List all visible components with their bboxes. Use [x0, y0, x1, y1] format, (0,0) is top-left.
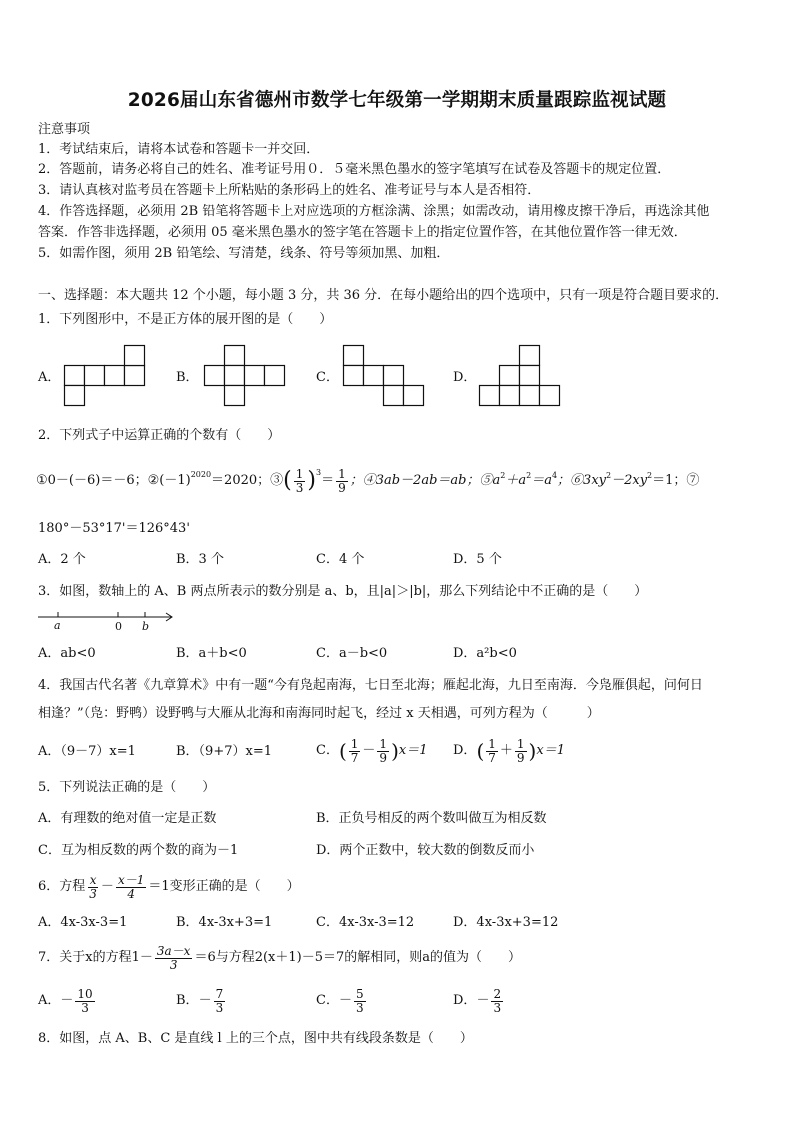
- q2-option-d: D．5 个: [453, 552, 502, 567]
- q5-option-b: B．正负号相反的两个数叫做互为相反数: [316, 811, 547, 826]
- exponent: 2: [606, 471, 612, 480]
- equation-tail: x＝1: [398, 743, 428, 758]
- question-5-stem: 5．下列说法正确的是（ ）: [38, 780, 216, 795]
- q5-option-d: D．两个正数中，较大数的倒数反而小: [316, 843, 535, 858]
- numerator: 1: [295, 466, 304, 481]
- q7-option-b: [176, 984, 227, 1018]
- exponent: 2: [526, 471, 532, 480]
- question-2-stem: 2．下列式子中运算正确的个数有（ ）: [38, 428, 281, 443]
- question-4-stem-line-2: 相逢？”（凫：野鸭）设野鸭与大雁从北海和南海同时起飞，经过 x 天相遇，可列方程为（ ）: [38, 706, 600, 721]
- numerator: 1: [338, 466, 346, 481]
- denominator: 3: [295, 480, 304, 495]
- equals-sign: ＝: [321, 473, 335, 488]
- numerator: 1: [350, 736, 359, 751]
- net-figure-c: [343, 344, 429, 410]
- fraction: [491, 988, 503, 1015]
- q3-option-d: D．a²b<0: [453, 646, 517, 661]
- q3-option-a: A．ab<0: [38, 646, 96, 661]
- fraction: [486, 738, 498, 765]
- q7-option-d: [453, 984, 505, 1018]
- denominator: 3: [81, 1000, 89, 1015]
- option-label: B．: [176, 993, 199, 1008]
- page-title: 2026届山东省德州市数学七年级第一学期期末质量跟踪监视试题: [127, 90, 667, 111]
- q2-expr-4: ；④3ab－2ab＝ab；⑤a: [349, 473, 501, 488]
- numerator: 3a－x: [156, 943, 191, 958]
- q2-exponent: 2020: [190, 470, 212, 479]
- stem-text: 7．关于x的方程1－: [38, 950, 153, 965]
- exponent: 2: [647, 471, 653, 480]
- q6-option-a: A．4x-3x-3=1: [38, 915, 128, 930]
- q2-option-a: A．2 个: [38, 552, 86, 567]
- denominator: 7: [488, 750, 496, 765]
- denominator: 9: [516, 750, 525, 765]
- q2-exponent: 3: [315, 468, 322, 477]
- equation-tail: x＝1: [536, 743, 565, 758]
- denominator: 3: [215, 1000, 224, 1015]
- question-1-stem: 1．下列图形中，不是正方体的展开图的是（ ）: [38, 312, 333, 327]
- q7-option-c: [316, 984, 368, 1018]
- q2-expr-part: ＝1；⑦: [652, 473, 700, 488]
- q3-option-c: C．a－b<0: [316, 646, 388, 661]
- q7-option-a: [38, 984, 97, 1018]
- notice-item: 5．如需作图，须用 2B 铅笔绘、写清楚，线条、符号等须加黑、加粗．: [38, 246, 450, 261]
- option-label: A．: [38, 993, 61, 1008]
- fraction: [515, 738, 527, 765]
- fraction: [116, 874, 146, 901]
- net-figure-a: [64, 344, 150, 410]
- fraction: [349, 738, 361, 765]
- denominator: 4: [127, 886, 135, 901]
- question-8-stem: 8．如图，点 A、B、C 是直线 l 上的三个点，图中共有线段条数是（ ）: [38, 1031, 473, 1046]
- q2-expr-part: ＋a: [505, 473, 527, 488]
- q2-expression-line-2: 180°－53°17'＝126°43': [38, 521, 190, 536]
- option-label: D．: [453, 743, 477, 758]
- numerator: x－1: [117, 872, 145, 887]
- net-figure-d: [479, 344, 565, 410]
- sign: －: [60, 993, 74, 1008]
- notice-item: 4．作答选择题，必须用 2B 铅笔将答题卡上对应选项的方框涂满、涂黑；如需改动，请用橡皮擦干净后，再选涂其他: [38, 204, 710, 219]
- option-label: C．: [316, 993, 339, 1008]
- numerator: 7: [215, 986, 224, 1001]
- notice-item: 答案．作答非选择题，必须用 05 毫米黑色墨水的签字笔在答题卡上的指定位置作答，在其他位置作答一律无效．: [38, 225, 687, 240]
- numerator: 1: [516, 736, 525, 751]
- q6-option-b: B．4x-3x+3=1: [176, 915, 273, 930]
- q4-option-a: A．（9－7）x=1: [38, 744, 136, 759]
- q4-option-d: [453, 736, 565, 766]
- q2-fraction: [294, 468, 306, 495]
- q3-option-b: B．a＋b<0: [176, 646, 247, 661]
- notice-item: 1．考试结束后，请将本试卷和答题卡一并交回．: [38, 142, 320, 157]
- q4-option-c: [316, 736, 427, 766]
- notice-item: 2．答题前，请务必将自己的姓名、准考证号用０．５毫米黑色墨水的签字笔填写在试卷及答题卡的规定位置．: [38, 162, 671, 177]
- q6-option-c: C．4x-3x-3=12: [316, 915, 415, 930]
- stem-text: ＝1变形正确的是（ ）: [148, 879, 300, 894]
- sign: ＋: [499, 743, 513, 758]
- sign: －: [476, 993, 490, 1008]
- axis-label-b: b: [142, 620, 150, 633]
- fraction: [155, 945, 193, 972]
- exponent: 4: [551, 471, 558, 480]
- sign: －: [198, 993, 212, 1008]
- q4-option-b: B．（9+7）x=1: [176, 744, 272, 759]
- sign: －: [362, 743, 376, 758]
- fraction: [75, 988, 94, 1015]
- q2-option-b: B．3 个: [176, 552, 224, 567]
- option-label: D．: [453, 993, 477, 1008]
- open-paren: (: [338, 739, 347, 763]
- open-paren: (: [476, 739, 485, 763]
- denominator: 3: [89, 886, 97, 901]
- numerator: 1: [379, 736, 388, 751]
- denominator: 3: [493, 1000, 502, 1015]
- stem-text: ＝6与方程2(x＋1)－5＝7的解相同，则a的值为（ ）: [194, 950, 522, 965]
- stem-text: 6．方程: [38, 879, 86, 894]
- fraction: [87, 874, 99, 901]
- sign: －: [100, 879, 114, 894]
- numerator: 5: [355, 986, 364, 1001]
- q2-expr-part: －2xy: [611, 473, 648, 488]
- denominator: 9: [338, 480, 346, 495]
- q2-option-c: C．4 个: [316, 552, 365, 567]
- section-heading: 一、选择题：本大题共 12 个小题，每小题 3 分，共 36 分．在每小题给出的四个选项中，只有一项是符合题目要求的．: [38, 288, 729, 303]
- axis-label-a: a: [54, 619, 61, 632]
- notice-item: 3．请认真核对监考员在答题卡上所粘贴的条形码上的姓名、准考证号与本人是否相符．: [38, 183, 541, 198]
- notice-heading: 注意事项: [38, 122, 91, 137]
- axis-label-zero: 0: [115, 620, 122, 633]
- fraction: [354, 988, 366, 1015]
- exponent: 2: [500, 471, 506, 480]
- q1-option-b-label: B．: [176, 370, 199, 385]
- numerator: 1: [488, 736, 496, 751]
- numerator: 10: [77, 986, 93, 1001]
- denominator: 3: [355, 1000, 364, 1015]
- q1-option-c-label: C．: [316, 370, 339, 385]
- net-figure-b: [204, 344, 290, 410]
- denominator: 3: [169, 957, 178, 972]
- q2-expr-part: ＝a: [531, 473, 552, 488]
- close-paren: ): [307, 468, 316, 493]
- q2-expr-part: ；⑥3xy: [557, 473, 606, 488]
- question-6-stem: [38, 871, 300, 903]
- q5-option-a: A．有理数的绝对值一定是正数: [38, 811, 217, 826]
- numerator: x: [89, 872, 97, 887]
- close-paren: ): [528, 739, 537, 763]
- denominator: 9: [379, 750, 388, 765]
- fraction: [377, 738, 389, 765]
- q5-option-c: C．互为相反数的两个数的商为－1: [38, 843, 239, 858]
- q1-option-a-label: A．: [38, 370, 61, 385]
- q2-fraction: [336, 468, 348, 495]
- q2-expr-1: ①0－(－6)＝－6；②(－1): [36, 473, 191, 488]
- option-label: C．: [316, 743, 339, 758]
- open-paren: (: [283, 468, 292, 493]
- question-7-stem: [38, 942, 521, 974]
- q2-expression-line: [36, 468, 699, 494]
- q2-expr-2: ＝2020；③: [211, 473, 284, 488]
- denominator: 7: [350, 750, 359, 765]
- close-paren: ): [391, 739, 399, 763]
- q1-option-d-label: D．: [453, 370, 477, 385]
- numerator: 2: [493, 986, 502, 1001]
- question-4-stem-line-1: 4．我国古代名著《九章算术》中有一题“今有凫起南海，七日至北海；雁起北海，九日至南海．今凫雁俱起，问何日: [38, 678, 703, 693]
- q6-option-d: D．4x-3x+3=12: [453, 915, 559, 930]
- sign: －: [338, 993, 352, 1008]
- fraction: [214, 988, 226, 1015]
- question-3-stem: 3．如图，数轴上的 A、B 两点所表示的数分别是 a、b，且|a|＞|b|，那么下列结论中不正确的是（ ）: [38, 584, 648, 599]
